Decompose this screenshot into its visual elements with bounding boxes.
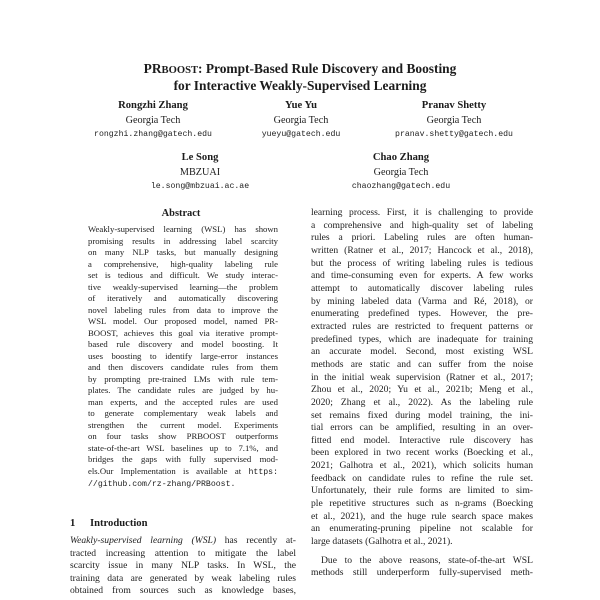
abstract-heading: Abstract — [161, 208, 201, 219]
author-block — [301, 150, 501, 193]
text-line: BOOST, achieves this goal via iterative prompt- — [88, 327, 278, 338]
author-affiliation: Georgia Tech — [426, 115, 482, 126]
text-line: promising results in addressing label scarcity — [88, 235, 278, 246]
introduction-body — [70, 535, 296, 598]
author-name: Yue Yu — [284, 100, 318, 111]
text-line: and then discovers candidate rules from them — [88, 362, 278, 372]
author-name: Rongzhi Zhang — [118, 100, 188, 111]
text-line: //github.com/rz-zhang/PRBoost. — [88, 480, 236, 489]
text-line: et al., 2021), and the huge rule search space makes — [311, 510, 533, 522]
text-line: been explored in two recent works (Boecking et al., — [311, 447, 533, 459]
text-line: uses boosting to identify large-error instances — [88, 350, 278, 361]
text-line: 2020; Zhang et al., 2022). As the labeling rule — [311, 396, 533, 408]
author-affiliation: Georgia Tech — [125, 115, 181, 126]
text-line: enumerating predefined types. However, the pre- — [311, 308, 533, 320]
author-affiliation: Georgia Tech — [273, 115, 329, 126]
text-line: fitted end model. Interactive rule discovery has — [311, 434, 533, 446]
text-line: learning process. First, it is challenging to provide — [311, 207, 533, 218]
author-block — [354, 98, 554, 141]
text-line: els.Our Implementation is available at https: — [88, 465, 278, 477]
text-line: of iteratively and automatically discovering — [88, 293, 278, 303]
text-line: training data are generated by weak labeling rules — [70, 572, 296, 584]
text-line: to generate complementary weak labels and — [88, 408, 278, 418]
text-line: methods are static and can suffer from the noise — [311, 358, 533, 370]
right-column-body — [311, 207, 533, 580]
author-email[interactable]: chaozhang@gatech.edu — [351, 182, 451, 191]
author-name: Le Song — [181, 152, 219, 163]
text-line: bridges the gaps with fully supervised mod- — [88, 454, 278, 464]
text-line: on many NLP tasks, but manually designing — [88, 247, 278, 257]
text-line: attempt to automatically discover labeling rules — [311, 282, 533, 294]
author-affiliation: Georgia Tech — [373, 167, 429, 178]
author-email[interactable]: yueyu@gatech.edu — [261, 130, 341, 139]
author-block — [100, 150, 300, 193]
text-line: state-of-the-art WSL baselines up to 7.1%, and — [88, 442, 278, 453]
section-heading-introduction — [70, 517, 148, 531]
text-line: novel labeling rules from data to improve the — [88, 304, 278, 315]
text-line: obtained from sources such as knowledge bases, — [70, 585, 296, 597]
text-line: but the process of writing labeling rules is tedious — [311, 257, 533, 269]
text-line: Weakly-supervised learning (WSL) has recently at- — [70, 535, 296, 546]
abstract-body — [88, 224, 278, 491]
text-line: rules a priori. Labeling rules are often human- — [311, 232, 533, 244]
text-line: an accurate model. Second, most existing WSL — [311, 346, 533, 358]
text-line: tial errors can be amplified, resulting in an over- — [311, 422, 533, 434]
text-line: Unfortunately, their rule forms are limited to sim- — [311, 485, 533, 497]
text-line: Weakly-supervised learning (WSL) has shown — [88, 224, 278, 234]
text-line: predefined types, which are inadequate for training — [311, 333, 533, 345]
author-name: Pranav Shetty — [421, 100, 487, 111]
text-line: strengthen the current model. Experiments — [88, 419, 278, 430]
author-email[interactable]: le.song@mbzuai.ac.ae — [150, 182, 250, 191]
text-line: set is tedious and difficult. We study interac- — [88, 270, 278, 280]
text-line: scarcity issue in many NLP tasks. In WSL, the — [70, 560, 296, 572]
author-affiliation: MBZUAI — [179, 167, 221, 178]
text-line: tracted increasing attention to mitigate the label — [70, 547, 296, 559]
text-line: in the initial weak supervision (Ratner et al., 2017; — [311, 371, 533, 383]
author-email[interactable]: rongzhi.zhang@gatech.edu — [94, 130, 212, 139]
author-email[interactable]: pranav.shetty@gatech.edu — [395, 130, 513, 139]
text-line: Due to the above reasons, state-of-the-art WSL — [321, 554, 533, 566]
text-line: 2021; Galhotra et al., 2021), which solicits human — [311, 460, 533, 472]
text-line: methods still underperform fully-supervised meth- — [311, 567, 533, 579]
text-line: and time-consuming even for experts. A few works — [311, 270, 533, 282]
text-line: feedback on candidate rules to refine the rule set. — [311, 472, 533, 484]
text-line: large datasets (Galhotra et al., 2021). — [311, 536, 453, 548]
paper-title-line2: for Interactive Weakly-Supervised Learning — [173, 78, 427, 93]
text-line: a comprehensive, high-quality labeling rule — [88, 258, 278, 269]
section-title: Introduction — [90, 518, 148, 529]
text-line: plates. The candidate rules are judged by hu- — [88, 385, 278, 395]
text-line: on four tasks show PRBOOST outperforms — [88, 431, 278, 441]
section-number: 1 — [70, 518, 76, 529]
text-line: a comprehensive and high-quality set of labeling — [311, 219, 533, 231]
text-line: extracted rules are restricted to frequent patterns or — [311, 320, 533, 332]
text-line: by prompting pre-trained LMs with rule tem- — [88, 373, 278, 384]
text-line: set remains fixed during model training, the ini- — [311, 409, 533, 421]
text-line: an enumerating-pruning pipeline not scalable for — [311, 523, 533, 535]
text-line: tive weakly-supervised learning—the problem — [88, 281, 278, 292]
text-line: Zhou et al., 2020; Yu et al., 2021b; Meng et al., — [311, 384, 533, 396]
text-line: based rule discovery and model boosting. It — [88, 339, 278, 349]
text-line: ple repetitive structures such as n-grams (Boecking — [311, 498, 533, 510]
author-name: Chao Zhang — [372, 152, 430, 163]
text-line: WSL model. Our proposed model, named PR- — [88, 316, 278, 326]
text-line: by mining labeled data (Varma and Ré, 2018), or — [311, 295, 533, 307]
text-line: written (Ratner et al., 2017; Hancock et al., 2018), — [311, 244, 533, 256]
paper-title-line1: PRBOOST: Prompt-Based Rule Discovery and Boosting — [143, 61, 457, 76]
text-line: man experts, and the accepted rules are used — [88, 396, 278, 407]
